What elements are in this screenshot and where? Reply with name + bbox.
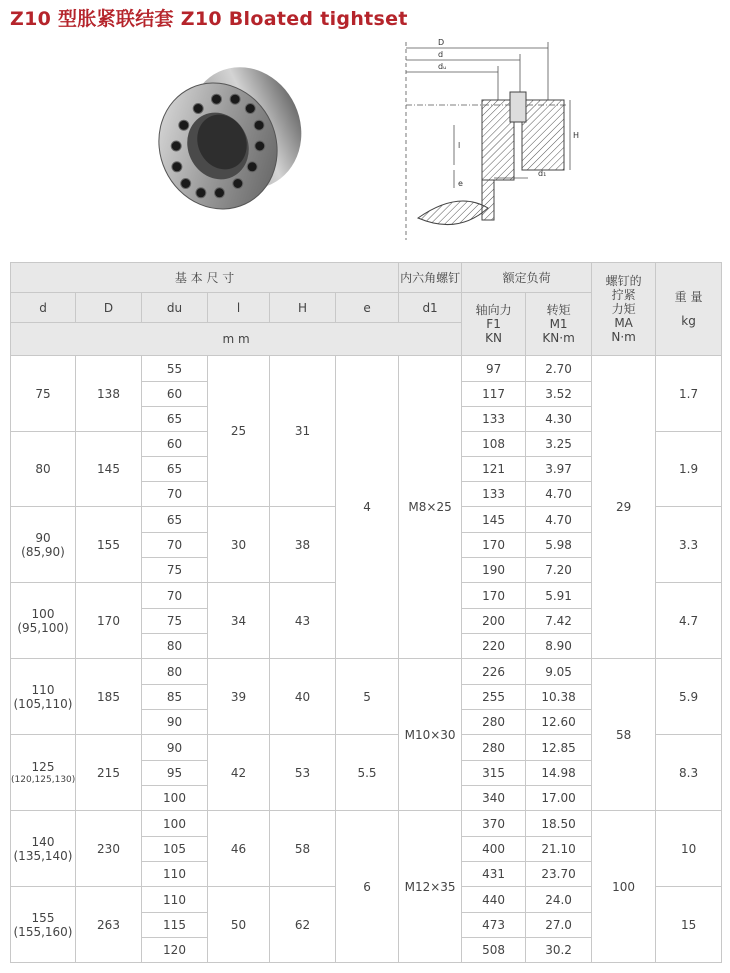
bore-diameter: 90 (35, 530, 51, 545)
cell-e: 5 (336, 659, 399, 735)
cell-l: 30 (208, 507, 270, 583)
cell-f1: 121 (462, 457, 526, 482)
bolt-head-icon (215, 188, 225, 198)
cell-weight: 3.3 (656, 507, 722, 583)
cell-d1: M10×30 (399, 659, 462, 811)
cell-d (11, 356, 76, 432)
cell-f1: 400 (462, 837, 526, 862)
col-header-du: du (142, 293, 208, 323)
cell-H: 43 (270, 583, 336, 659)
col-header-D: D (76, 293, 142, 323)
cell-m1: 7.20 (526, 558, 592, 583)
col-header-H: H (270, 293, 336, 323)
cell-du: 90 (142, 710, 208, 735)
cell-du: 100 (142, 786, 208, 811)
cell-H: 31 (270, 356, 336, 507)
cell-d (11, 735, 76, 811)
cell-du: 70 (142, 533, 208, 558)
cell-f1: 280 (462, 735, 526, 761)
header-line: 重 量 (674, 290, 703, 304)
cell-f1: 473 (462, 913, 526, 938)
cell-weight: 1.7 (656, 356, 722, 432)
header-line: 螺钉的 (605, 274, 642, 288)
rated-load-header: 额定负荷 (462, 263, 592, 293)
header-line: M1 (549, 317, 568, 331)
cell-m1: 4.70 (526, 482, 592, 507)
cell-du: 75 (142, 609, 208, 634)
cell-f1: 170 (462, 583, 526, 609)
table-row (11, 659, 722, 685)
header-line: 轴向力 (475, 303, 512, 317)
cell-m1: 5.91 (526, 583, 592, 609)
cell-f1: 108 (462, 432, 526, 457)
cell-m1: 9.05 (526, 659, 592, 685)
cell-D: 138 (76, 356, 142, 432)
cell-m1: 17.00 (526, 786, 592, 811)
col-header-d1: d1 (399, 293, 462, 323)
cell-m1: 8.90 (526, 634, 592, 659)
cell-weight: 4.7 (656, 583, 722, 659)
header-line: 力矩 (611, 302, 636, 316)
torque-header (526, 293, 592, 356)
cell-e: 4 (336, 356, 399, 659)
cell-du: 60 (142, 382, 208, 407)
cell-f1: 97 (462, 356, 526, 382)
cell-f1: 200 (462, 609, 526, 634)
unit-mm: m m (11, 323, 462, 356)
cell-du: 115 (142, 913, 208, 938)
page-title: Z10 型胀紧联结套 Z10 Bloated tightset (10, 8, 408, 30)
cell-du: 75 (142, 558, 208, 583)
cell-du: 70 (142, 583, 208, 609)
cell-d (11, 507, 76, 583)
cell-m1: 12.85 (526, 735, 592, 761)
cell-f1: 255 (462, 685, 526, 710)
cell-f1: 315 (462, 761, 526, 786)
cell-D: 215 (76, 735, 142, 811)
bolt-head-icon (181, 179, 191, 189)
cell-du: 80 (142, 634, 208, 659)
cell-weight: 10 (656, 811, 722, 887)
cell-m1: 4.70 (526, 507, 592, 533)
cell-m1: 23.70 (526, 862, 592, 887)
cell-D: 145 (76, 432, 142, 507)
cell-m1: 18.50 (526, 811, 592, 837)
cell-H: 40 (270, 659, 336, 735)
col-header-e: e (336, 293, 399, 323)
bolt-head-icon (245, 104, 255, 114)
cell-du: 55 (142, 356, 208, 382)
cell-weight: 1.9 (656, 432, 722, 507)
table-row (11, 811, 722, 837)
cell-m1: 24.0 (526, 887, 592, 913)
cell-du: 100 (142, 811, 208, 837)
header-line: 转矩 (546, 303, 571, 317)
cell-f1: 508 (462, 938, 526, 963)
cell-f1: 226 (462, 659, 526, 685)
cell-f1: 370 (462, 811, 526, 837)
cell-m1: 14.98 (526, 761, 592, 786)
tightening-torque-header (592, 263, 656, 356)
cell-m1: 10.38 (526, 685, 592, 710)
cell-f1: 340 (462, 786, 526, 811)
bore-diameter-range: (105,110) (13, 696, 73, 711)
cell-du: 65 (142, 507, 208, 533)
cell-weight: 15 (656, 887, 722, 963)
bore-diameter: 110 (31, 682, 55, 697)
cell-f1: 280 (462, 710, 526, 735)
bore-diameter: 155 (31, 910, 55, 925)
bolt-head-icon (255, 141, 265, 151)
bolt-header: 内六角螺钉 (399, 263, 462, 293)
cell-du: 60 (142, 432, 208, 457)
cell-f1: 170 (462, 533, 526, 558)
dim-label-d1: d₁ (538, 169, 547, 178)
dim-label-H: H (573, 131, 580, 140)
cell-du: 120 (142, 938, 208, 963)
cell-d (11, 659, 76, 735)
header-line: 拧紧 (611, 288, 636, 302)
cell-m1: 3.97 (526, 457, 592, 482)
bolt-head-icon (172, 162, 182, 172)
cell-m1: 27.0 (526, 913, 592, 938)
header-line: KN (485, 331, 502, 345)
cell-l: 50 (208, 887, 270, 963)
bolt-head-icon (179, 120, 189, 130)
bolt-head-icon (233, 179, 243, 189)
header-line: F1 (486, 317, 501, 331)
bore-diameter-range: (155,160) (13, 924, 73, 939)
cell-m1: 12.60 (526, 710, 592, 735)
cell-ma: 100 (592, 811, 656, 963)
header-line: kg (681, 314, 696, 328)
cell-f1: 190 (462, 558, 526, 583)
bolt-head-icon (254, 120, 264, 130)
bolt-head-icon (171, 141, 181, 151)
cell-l: 42 (208, 735, 270, 811)
header-row (11, 263, 722, 293)
cell-du: 105 (142, 837, 208, 862)
product-photo (140, 50, 310, 220)
cell-d (11, 887, 76, 963)
cell-du: 65 (142, 457, 208, 482)
cell-D: 170 (76, 583, 142, 659)
cell-du: 80 (142, 659, 208, 685)
dim-label-du: dᵤ (438, 62, 447, 71)
cell-l: 46 (208, 811, 270, 887)
header-line: KN·m (542, 331, 575, 345)
bore-diameter: 100 (31, 606, 55, 621)
header-line: N·m (611, 330, 636, 344)
cell-f1: 440 (462, 887, 526, 913)
cell-du: 85 (142, 685, 208, 710)
dim-label-d: d (438, 50, 444, 59)
bore-diameter-range: (120,125,130) (11, 774, 76, 785)
spec-table (10, 262, 722, 963)
header-line: MA (614, 316, 633, 330)
cell-weight: 8.3 (656, 735, 722, 811)
cell-weight: 5.9 (656, 659, 722, 735)
cell-f1: 220 (462, 634, 526, 659)
cell-H: 58 (270, 811, 336, 887)
cell-d1: M12×35 (399, 811, 462, 963)
cell-D: 155 (76, 507, 142, 583)
cell-D: 263 (76, 887, 142, 963)
cell-m1: 3.25 (526, 432, 592, 457)
cell-D: 230 (76, 811, 142, 887)
col-header-d: d (11, 293, 76, 323)
cell-l: 25 (208, 356, 270, 507)
dim-label-l: l (458, 141, 461, 150)
bolt-head-icon (247, 162, 257, 172)
bore-diameter-range: (85,90) (21, 544, 65, 559)
cell-H: 62 (270, 887, 336, 963)
cell-du: 65 (142, 407, 208, 432)
cell-du: 90 (142, 735, 208, 761)
basic-dimensions-header: 基 本 尺 寸 (11, 263, 399, 293)
cell-H: 53 (270, 735, 336, 811)
cell-e: 6 (336, 811, 399, 963)
bore-diameter: 125 (31, 759, 55, 774)
cell-m1: 30.2 (526, 938, 592, 963)
cell-f1: 117 (462, 382, 526, 407)
cell-d (11, 432, 76, 507)
bore-diameter: 75 (35, 386, 51, 401)
cell-l: 39 (208, 659, 270, 735)
cell-du: 110 (142, 862, 208, 887)
cell-l: 34 (208, 583, 270, 659)
cell-H: 38 (270, 507, 336, 583)
col-header-l: l (208, 293, 270, 323)
cell-m1: 2.70 (526, 356, 592, 382)
cell-ma: 58 (592, 659, 656, 811)
bore-diameter: 140 (31, 834, 55, 849)
cell-D: 185 (76, 659, 142, 735)
cell-d1: M8×25 (399, 356, 462, 659)
cell-m1: 5.98 (526, 533, 592, 558)
bore-diameter-range: (135,140) (13, 848, 73, 863)
dim-label-e: e (458, 179, 463, 188)
bolt-head-icon (193, 104, 203, 114)
bore-diameter-range: (95,100) (17, 620, 69, 635)
cell-d (11, 583, 76, 659)
cell-du: 95 (142, 761, 208, 786)
cell-f1: 133 (462, 482, 526, 507)
bolt-head-icon (196, 188, 206, 198)
cell-m1: 21.10 (526, 837, 592, 862)
bore-diameter: 80 (35, 462, 51, 476)
cell-m1: 7.42 (526, 609, 592, 634)
dim-label-D: D (438, 38, 445, 47)
cell-du: 70 (142, 482, 208, 507)
bolt-head-icon (212, 94, 222, 104)
cell-ma: 29 (592, 356, 656, 659)
cell-m1: 4.30 (526, 407, 592, 432)
axial-force-header (462, 293, 526, 356)
cell-d (11, 811, 76, 887)
cell-m1: 3.52 (526, 382, 592, 407)
bolt-head-icon (230, 94, 240, 104)
cross-section-drawing (398, 30, 598, 240)
weight-header (656, 263, 722, 356)
cell-f1: 133 (462, 407, 526, 432)
cell-du: 110 (142, 887, 208, 913)
cell-e: 5.5 (336, 735, 399, 811)
cell-f1: 431 (462, 862, 526, 887)
cell-f1: 145 (462, 507, 526, 533)
table-row (11, 356, 722, 382)
